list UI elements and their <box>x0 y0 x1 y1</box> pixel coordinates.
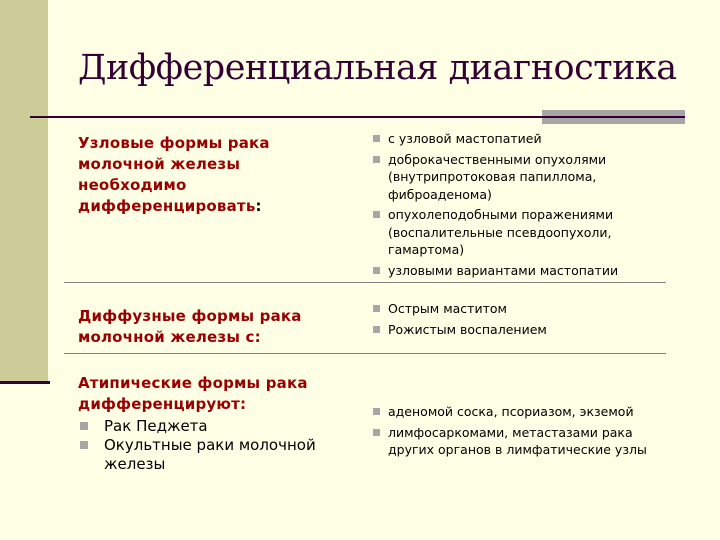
list-item-text: Окультные раки молочной железы <box>104 436 316 473</box>
row1-header <box>78 133 328 217</box>
row3-header: Атипические формы рака дифференцируют: <box>78 374 308 413</box>
bullet-icon <box>373 267 380 274</box>
row2-list <box>372 300 677 341</box>
list-item <box>372 424 677 459</box>
list-item-text: доброкачественными опухолями (внутрипротоковая папиллома, фиброаденома) <box>388 151 607 202</box>
slide-title: Дифференциальная диагностика <box>78 48 677 88</box>
bullet-icon <box>373 408 380 415</box>
list-item <box>78 436 368 474</box>
list-item <box>372 130 677 148</box>
bullet-icon <box>373 135 380 142</box>
title-rule <box>30 116 550 118</box>
left-accent-bar <box>0 0 48 383</box>
list-item <box>372 206 677 259</box>
list-item <box>372 300 677 318</box>
row1-header-text: Узловые формы рака молочной железы необходимо дифференцировать <box>78 134 270 215</box>
list-item-text: лимфосаркомами, метастазами рака других органов в лимфатические узлы <box>388 424 647 457</box>
bullet-icon <box>80 422 88 430</box>
bullet-icon <box>373 156 380 163</box>
bullet-icon <box>373 305 380 312</box>
bullet-icon <box>373 429 380 436</box>
row-separator <box>64 282 666 283</box>
list-item-text: аденомой соска, псориазом, экземой <box>388 404 634 419</box>
list-item <box>372 321 677 339</box>
list-item-text: с узловой мастопатией <box>388 131 542 146</box>
row3-right-list <box>372 403 677 462</box>
bullet-icon <box>373 211 380 218</box>
row1-list <box>372 130 677 282</box>
list-item-text: Острым маститом <box>388 301 507 316</box>
list-item <box>78 417 368 436</box>
row2-header: Диффузные формы рака молочной железы с: <box>78 307 302 346</box>
bullet-icon <box>373 326 380 333</box>
title-rule-block <box>542 110 685 124</box>
list-item <box>372 262 677 280</box>
list-item-text: Рожистым воспалением <box>388 321 547 337</box>
row-separator <box>64 353 666 354</box>
list-item <box>372 151 677 204</box>
row1-header-colon: : <box>255 197 262 215</box>
bullet-icon <box>80 441 88 449</box>
list-item-text: опухолеподобными поражениями (воспалительные псевдоопухоли, гамартома) <box>388 207 614 257</box>
row3-left-list <box>78 417 368 474</box>
list-item-text: Рак Педжета <box>104 417 208 435</box>
left-accent-underline <box>0 381 50 384</box>
list-item-text: узловыми вариантами мастопатии <box>388 262 619 278</box>
list-item <box>372 403 677 421</box>
